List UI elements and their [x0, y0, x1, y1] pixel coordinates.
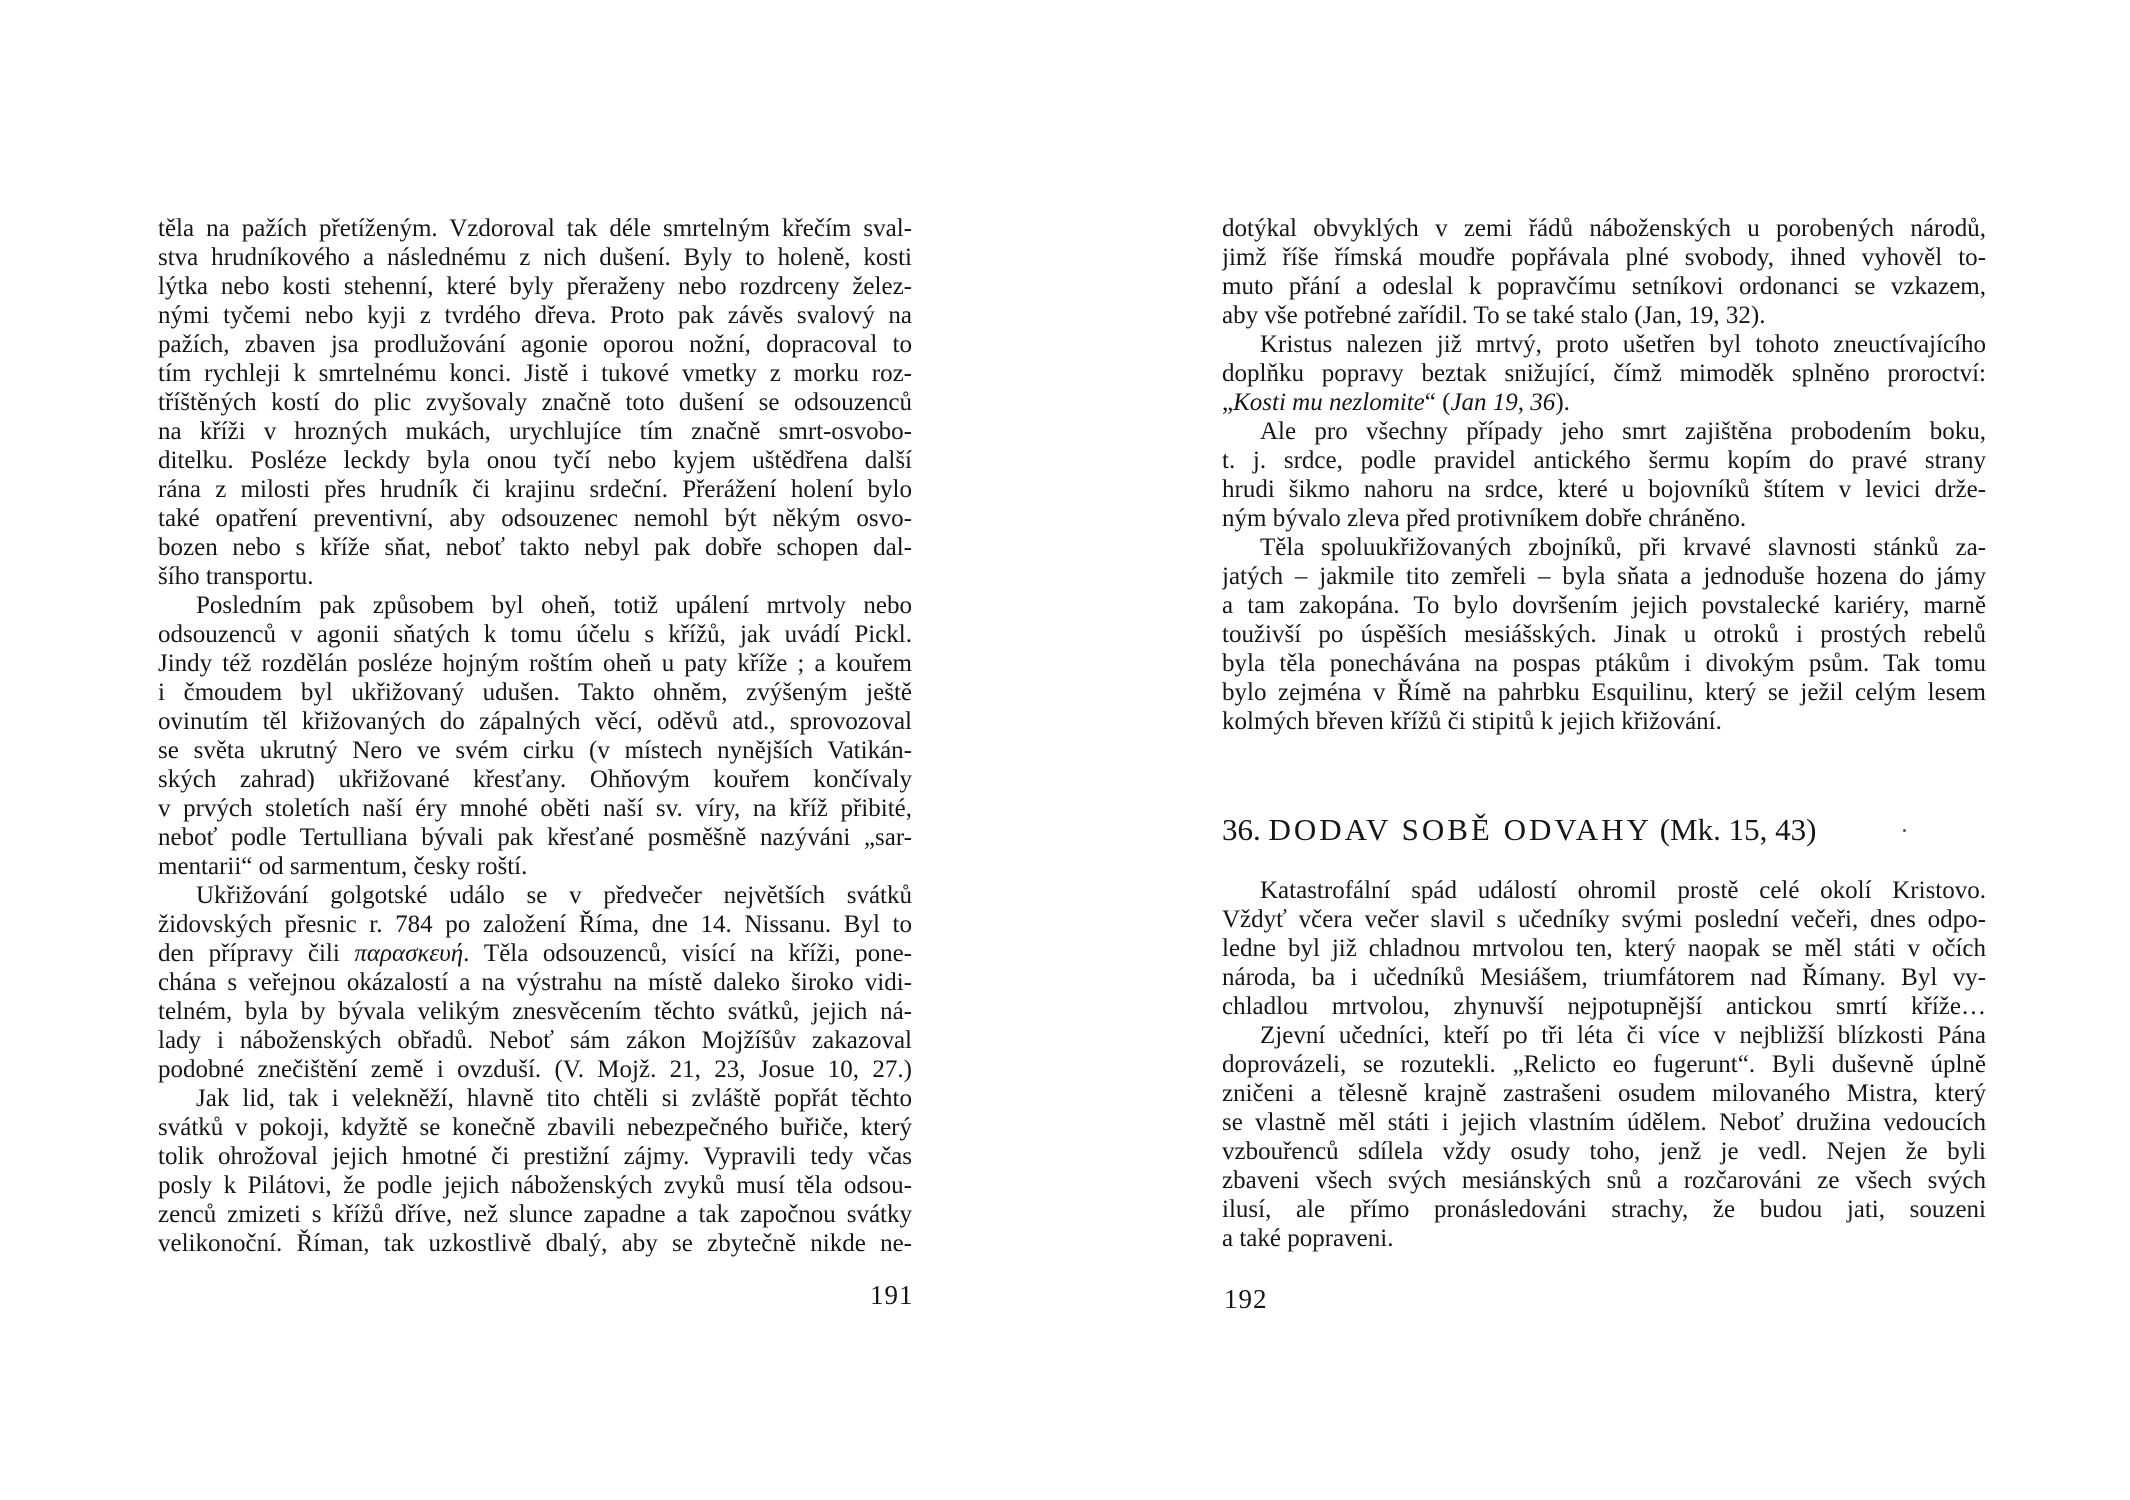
text-line	[158, 852, 912, 881]
text-segment: chána s veřejnou okázalostí a na výstrahu na místě daleko široko vidi-	[158, 969, 912, 996]
text-segment: v prvých stoletích naší éry mnohé oběti naší sv. víry, na kříž přibité,	[158, 795, 912, 822]
right-page-text-bottom	[1222, 876, 1986, 1253]
text-line	[158, 1142, 912, 1171]
text-segment: na kříži v hrozných mukách, urychlujíce tím značně smrt-osvobo-	[158, 418, 912, 445]
text-line	[1222, 504, 1986, 533]
text-line	[1222, 678, 1986, 707]
right-page-text-top	[1222, 214, 1986, 736]
text-segment: chladlou mrtvolou, zhynuvší nejpotupnější antickou smrtí kříže…	[1222, 993, 1986, 1020]
text-segment: a tam zakopána. To bylo dovršením jejich povstalecké kariéry, marně	[1222, 592, 1986, 619]
chapter-number: 36.	[1222, 812, 1261, 847]
text-line	[158, 359, 912, 388]
text-line	[1222, 707, 1986, 736]
text-line	[1222, 1108, 1986, 1137]
text-segment: Vždyť včera večer slavil s učedníky svými poslední večeři, dnes odpo-	[1222, 906, 1986, 933]
text-line	[158, 562, 912, 591]
italic-text: παρασκευή	[354, 940, 464, 967]
text-line	[1222, 475, 1986, 504]
text-line	[1222, 905, 1986, 934]
text-segment: ).	[1555, 389, 1570, 416]
text-line	[158, 533, 912, 562]
text-line	[158, 504, 912, 533]
text-segment: zenců zmizeti s křížů dříve, než slunce zapadne a tak započnou svátky	[158, 1201, 912, 1228]
text-line	[158, 475, 912, 504]
text-segment: Jindy též rozdělán posléze hojným roštím oheň u paty kříže ; a kouřem	[158, 650, 912, 677]
text-segment: telném, byla by bývala velikým znesvěcením těchto svátků, jejich ná-	[158, 998, 912, 1025]
text-segment: ditelku. Posléze leckdy byla onou tyčí nebo kyjem uštědřena další	[158, 447, 912, 474]
chapter-title: DODAV SOBĚ ODVAHY	[1268, 812, 1652, 847]
text-line	[158, 881, 912, 910]
text-line	[158, 765, 912, 794]
text-segment: touživší po úspěších mesiášských. Jinak u otroků i prostých rebelů	[1222, 621, 1986, 648]
text-line	[158, 968, 912, 997]
text-segment: nými tyčemi nebo kyji z tvrdého dřeva. Proto pak závěs svalový na	[158, 302, 912, 329]
text-segment: ských zahrad) ukřižované křesťany. Ohňovým kouřem končívaly	[158, 766, 912, 793]
text-segment: Kristus nalezen již mrtvý, proto ušetřen byl tohoto zneuctívajícího	[1260, 331, 1986, 358]
text-line	[1222, 533, 1986, 562]
text-segment: hrudi šikmo nahoru na srdce, které u bojovníků štítem v levici drže-	[1222, 476, 1986, 503]
text-segment: kolmých břeven křížů či stipitů k jejich křižování.	[1222, 708, 1722, 735]
text-line	[158, 823, 912, 852]
text-line	[158, 1055, 912, 1084]
text-line	[1222, 1195, 1986, 1224]
text-segment: zničeni a tělesně krajně zastrašeni osudem milovaného Mistra, který	[1222, 1080, 1986, 1107]
text-segment: “ (	[1424, 389, 1451, 416]
chapter-heading	[1222, 810, 1816, 850]
text-line	[1222, 934, 1986, 963]
text-line	[158, 214, 912, 243]
text-line	[1222, 1166, 1986, 1195]
text-line	[158, 417, 912, 446]
text-segment: tolik ohrožoval jejich hmotné či prestižní zájmy. Vypravili tedy včas	[158, 1143, 912, 1170]
text-segment: aby vše potřebné zařídil. To se také stalo (Jan, 19, 32).	[1222, 302, 1766, 329]
text-segment: i čmoudem byl ukřižovaný udušen. Takto ohněm, zvýšeným ještě	[158, 679, 912, 706]
text-line	[158, 736, 912, 765]
text-segment: šího transportu.	[158, 563, 314, 590]
text-segment: národa, ba i učedníků Mesiášem, triumfátorem nad Římany. Byl vy-	[1222, 964, 1986, 991]
text-segment: posly k Pilátovi, že podle jejich náboženských zvyků musí těla odsou-	[158, 1172, 912, 1199]
text-line	[158, 649, 912, 678]
text-line	[1222, 446, 1986, 475]
text-segment: stva hrudníkového a následnému z nich dušení. Byly to holeně, kosti	[158, 244, 912, 271]
text-segment: mentarii“ od sarmentum, česky roští.	[158, 853, 528, 880]
text-segment: dotýkal obvyklých v zemi řádů náboženských u porobených národů,	[1222, 215, 1986, 242]
text-segment: „	[1222, 389, 1234, 416]
text-line	[1222, 388, 1986, 417]
text-line	[158, 243, 912, 272]
text-line	[158, 1026, 912, 1055]
text-segment: ledne byl již chladnou mrtvolou ten, který naopak se měl státi v očích	[1222, 935, 1986, 962]
text-segment: podobné znečištění země i ovzduší. (V. Mojž. 21, 23, Josue 10, 27.)	[158, 1056, 912, 1083]
text-segment: ným bývalo zleva před protivníkem dobře chráněno.	[1222, 505, 1747, 532]
text-segment: se světa ukrutný Nero ve svém cirku (v místech nynějších Vatikán-	[158, 737, 912, 764]
text-segment: lady i náboženských obřadů. Neboť sám zákon Mojžíšův zakazoval	[158, 1027, 912, 1054]
text-segment: doprovázeli, se rozutekli. „Relicto eo fugerunt“. Byli duševně úplně	[1222, 1051, 1986, 1078]
text-segment: zbaveni všech svých mesiánských snů a rozčarováni ze všech svých	[1222, 1167, 1986, 1194]
text-segment: také opatření preventivní, aby odsouzenec nemohl být někým osvo-	[158, 505, 912, 532]
text-line	[1222, 214, 1986, 243]
text-line	[1222, 330, 1986, 359]
text-line	[1222, 1021, 1986, 1050]
page-number-left: 191	[870, 1280, 914, 1310]
text-line	[158, 591, 912, 620]
text-line	[158, 678, 912, 707]
text-line	[158, 388, 912, 417]
left-page-text	[158, 214, 912, 1258]
text-line	[158, 1171, 912, 1200]
chapter-reference: (Mk. 15, 43)	[1659, 812, 1817, 847]
text-segment: muto přání a odeslal k popravčímu setníkovi ordonanci se vzkazem,	[1222, 273, 1986, 300]
text-line	[1222, 649, 1986, 678]
text-segment: Jak lid, tak i velekněží, hlavně tito chtěli si zvláště popřát těchto	[196, 1085, 912, 1112]
text-segment: neboť podle Tertulliana bývali pak křesťané posměšně nazýváni „sar-	[158, 824, 912, 851]
text-line	[158, 707, 912, 736]
text-line	[158, 1200, 912, 1229]
text-segment: židovských přesnic r. 784 po založení Říma, dne 14. Nissanu. Byl to	[158, 911, 912, 938]
text-segment: a také popraveni.	[1222, 1225, 1394, 1252]
text-segment: bozen nebo s kříže sňat, neboť takto nebyl pak dobře schopen dal-	[158, 534, 912, 561]
text-line	[158, 1084, 912, 1113]
text-line	[1222, 562, 1986, 591]
text-segment: Posledním pak způsobem byl oheň, totiž upálení mrtvoly nebo	[196, 592, 912, 619]
scan-speck	[1903, 829, 1906, 832]
text-segment: lýtka nebo kosti stehenní, které byly přeraženy nebo rozdrceny želez-	[158, 273, 912, 300]
text-segment: t. j. srdce, podle pravidel antického šermu kopím do pravé strany	[1222, 447, 1986, 474]
text-line	[1222, 1224, 1986, 1253]
text-line	[1222, 359, 1986, 388]
text-segment: Ukřižování golgotské událo se v předvečer největších svátků	[196, 882, 912, 909]
text-line	[158, 939, 912, 968]
text-line	[1222, 620, 1986, 649]
text-line	[1222, 876, 1986, 905]
text-segment: byla těla ponechávána na pospas ptákům i divokým psům. Tak tomu	[1222, 650, 1986, 677]
text-line	[158, 910, 912, 939]
text-segment: bylo zejména v Římě na pahrbku Esquilinu, který se ježil celým lesem	[1222, 679, 1986, 706]
text-segment: Katastrofální spád událostí ohromil prostě celé okolí Kristovo.	[1260, 877, 1986, 904]
text-segment: tříštěných kostí do plic zvyšovaly značně toto dušení se odsouzenců	[158, 389, 912, 416]
text-line	[158, 620, 912, 649]
page-number-right: 192	[1224, 1284, 1268, 1314]
italic-text: Jan 19, 36	[1450, 389, 1556, 416]
text-line	[1222, 301, 1986, 330]
text-line	[158, 1113, 912, 1142]
text-line	[1222, 417, 1986, 446]
text-segment: pažích, zbaven jsa prodlužování agonie oporou nožní, dopracoval to	[158, 331, 912, 358]
text-line	[1222, 1050, 1986, 1079]
text-segment: jatých – jakmile tito zemřeli – byla sňata a jednoduše hozena do jámy	[1222, 563, 1986, 590]
text-segment: jimž říše římská moudře popřávala plné svobody, ihned vyhověl to-	[1222, 244, 1986, 271]
text-line	[1222, 1079, 1986, 1108]
text-line	[158, 301, 912, 330]
text-segment: těla na pažích přetíženým. Vzdoroval tak déle smrtelným křečím sval-	[158, 215, 912, 242]
text-line	[1222, 992, 1986, 1021]
text-segment: se vlastně měl státi i jejich vlastním údělem. Neboť družina vedoucích	[1222, 1109, 1986, 1136]
text-segment: ovinutím těl křižovaných do zápalných věcí, oděvů atd., sprovozoval	[158, 708, 912, 735]
text-segment: Ale pro všechny případy jeho smrt zajištěna probodením boku,	[1260, 418, 1986, 445]
text-line	[158, 794, 912, 823]
text-line	[1222, 963, 1986, 992]
text-line	[158, 997, 912, 1026]
text-segment: tím rychleji k smrtelnému konci. Jistě i tukové vmetky z morku roz-	[158, 360, 912, 387]
text-segment: Zjevní učedníci, kteří po tři léta či více v nejbližší blízkosti Pána	[1260, 1022, 1986, 1049]
text-segment: ilusí, ale přímo pronásledováni strachy, že budou jati, souzeni	[1222, 1196, 1986, 1223]
text-line	[1222, 243, 1986, 272]
text-segment: den přípravy čili	[158, 940, 355, 967]
text-segment: doplňku popravy beztak snižující, čímž mimoděk splněno proroctví:	[1222, 360, 1986, 387]
italic-text: Kosti mu nezlomite	[1233, 389, 1425, 416]
text-line	[158, 272, 912, 301]
text-segment: svátků v pokoji, kdyžtě se konečně zbavili nebezpečného buřiče, který	[158, 1114, 912, 1141]
text-segment: Těla spoluukřižovaných zbojníků, při krvavé slavnosti stánků za-	[1260, 534, 1986, 561]
text-segment: rána z milosti přes hrudník či krajinu srdeční. Přerážení holení bylo	[158, 476, 912, 503]
text-segment: odsouzenců v agonii sňatých k tomu účelu s křížů, jak uvádí Pickl.	[158, 621, 912, 648]
text-line	[158, 330, 912, 359]
text-line	[158, 1229, 912, 1258]
text-line	[1222, 272, 1986, 301]
text-line	[1222, 1137, 1986, 1166]
text-line	[1222, 591, 1986, 620]
text-segment: velikonoční. Říman, tak uzkostlivě dbalý, aby se zbytečně nikde ne-	[158, 1230, 912, 1257]
text-line	[158, 446, 912, 475]
text-segment: vzbouřenců sdílela vždy osudy toho, jenž je vedl. Nejen že byli	[1222, 1138, 1986, 1165]
text-segment: . Těla odsouzenců, visící na kříži, pone-	[463, 940, 912, 967]
